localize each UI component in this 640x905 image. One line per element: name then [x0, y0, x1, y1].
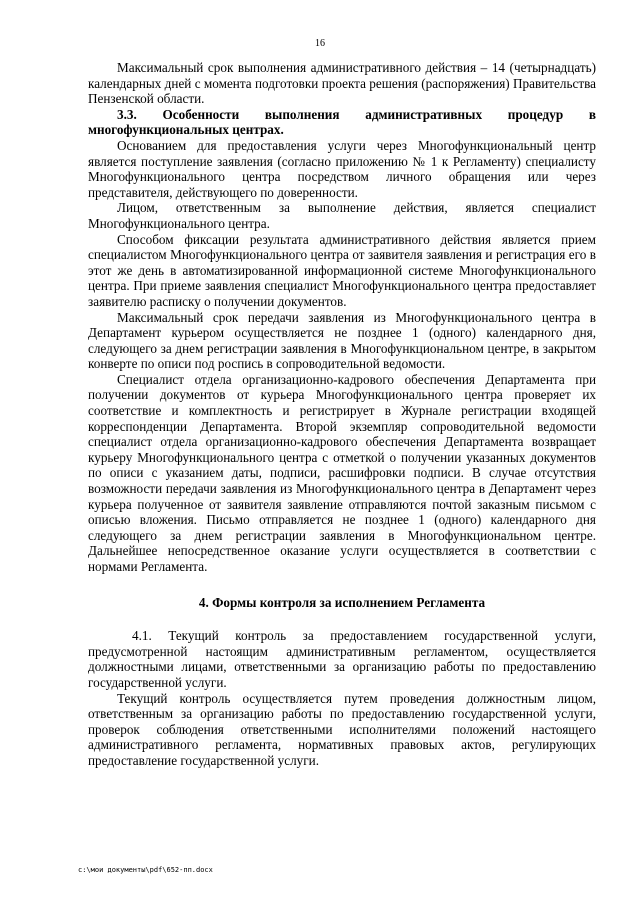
section-title: 4. Формы контроля за исполнением Регламента	[198, 594, 486, 610]
document-body	[88, 60, 596, 769]
paragraph-max-term: Максимальный срок выполнения административного действия – 14 (четырнадцать) календарных дней с момента подготовки проекта решения (распоряжения) Правительства Пензенской области.	[88, 60, 596, 107]
paragraph-basis: Основанием для предоставления услуги через Многофункциональный центр является поступление заявления (согласно приложению № 1 к Регламенту) специалисту Многофункционального центра посредством личного обращения или через представителя, действующего по доверенности.	[88, 137, 596, 200]
subsection-heading-3-3: 3.3. Особенности выполнения административных процедур в многофункциональных центрах.	[88, 106, 596, 138]
footer-file-path: c:\мои документы\pdf\652-пп.docx	[78, 866, 213, 874]
page-number: 16	[315, 38, 325, 49]
paragraph-4-1: 4.1. Текущий контроль за предоставлением государственной услуги, предусмотренной настоящим административным регламентом, осуществляется должностными лицами, ответственными за организацию работы по предоставлению государственной услуги.	[88, 628, 596, 690]
paragraph-current-control: Текущий контроль осуществляется путем проведения должностным лицом, ответственным за организацию работы по предоставлению государственной услуги, проверок соблюдения ответственными исполнителями положений настоящего административного регламента, нормативных правовых актов, регулирующих предоставление государственной услуги.	[88, 690, 596, 768]
paragraph-transfer-term: Максимальный срок передачи заявления из Многофункционального центра в Департамент курьером осуществляется не позднее 1 (одного) календарного дня, следующего за днем регистрации заявления в Многофункциональном центре, в закрытом конверте по описи под роспись в сопроводительной ведомости.	[88, 309, 596, 372]
paragraph-responsible: Лицом, ответственным за выполнение действия, является специалист Многофункционального центра.	[88, 200, 596, 231]
paragraph-fixation: Способом фиксации результата административного действия является прием специалистом Многофункционального центра от заявителя заявления и регистрация его в этот же день в автоматизированной информационной системе Многофункционального центра. При приеме заявления специалист Многофункционального центра предоставляет заявителю расписку о получении документов.	[88, 231, 596, 309]
paragraph-specialist: Специалист отдела организационно-кадрового обеспечения Департамента при получении документов от курьера Многофункционального центра проверяет их соответствие и комплектность и регистрирует в Журнале регистрации входящей корреспонденции Департамента. Второй экземпляр сопроводительной ведомости специалист отдела организационно-кадрового обеспечения Департамента возвращает курьеру Многофункционального центра с отметкой о получении указанных документов по описи с указанием даты, подписи, расшифровки подписи. В случае отсутствия возможности передачи заявления из Многофункционального центра в Департамент через курьера полученное от заявителя заявление отправляются почтой заказным письмом с описью вложения. Письмо отправляется не позднее 1 (одного) календарного дня следующего за днем регистрации заявления в Многофункциональном центре. Дальнейшее непосредственное оказание услуги осуществляется в соответствии с нормами Регламента.	[88, 371, 596, 574]
